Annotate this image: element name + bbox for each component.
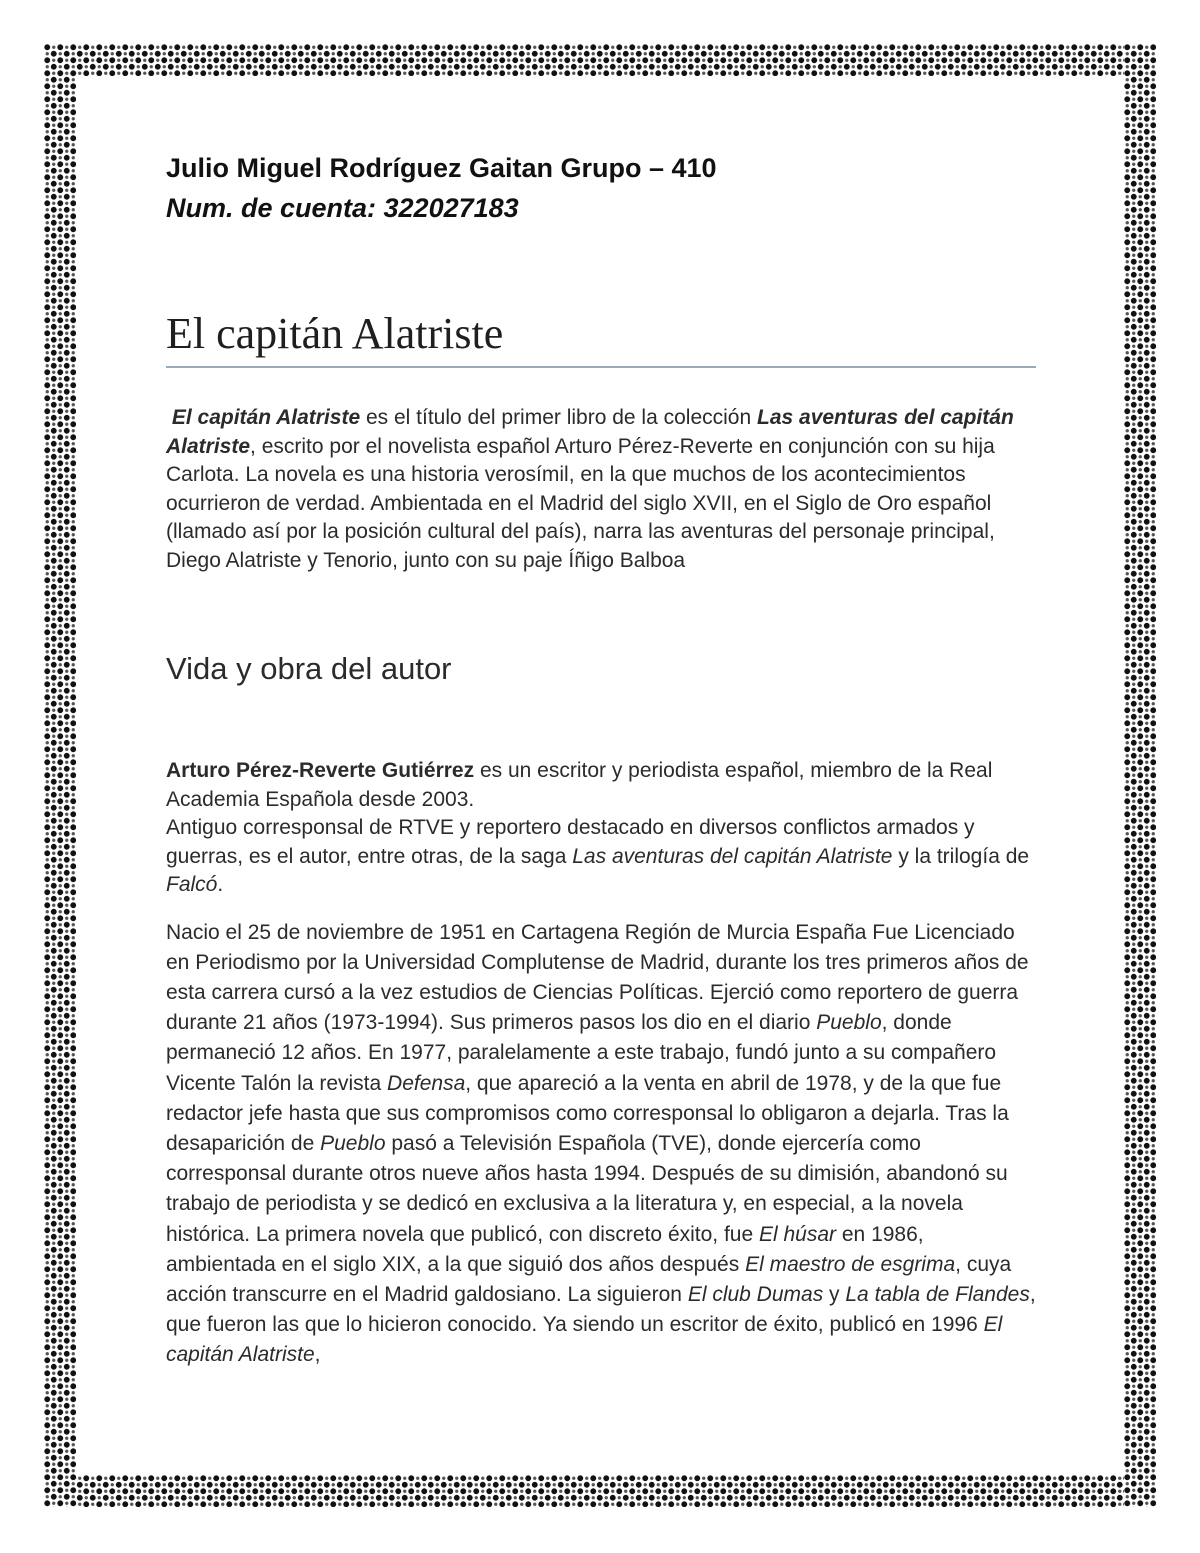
decorative-border-bottom — [44, 1475, 1156, 1507]
account-number-line: Num. de cuenta: 322027183 — [166, 193, 519, 223]
bio-text: pasó a Televisión Española (TVE), donde ejercería como corresponsal durante otros nueve años hasta 1994. Después de su dimisión, abandonó su trabajo de periodista y se dedicó en exclusiva a la literatura y, en especial, a la novela histórica. La primera novela que publicó, con discreto éxito, fue — [166, 1131, 1008, 1246]
decorative-border-left — [44, 44, 76, 1507]
novel-title: El capitán Alatriste — [166, 1313, 1003, 1367]
bio-paragraph-1 — [166, 757, 1036, 814]
bio-text: , — [314, 1343, 321, 1367]
intro-text: es el título del primer libro de la colección — [360, 406, 757, 429]
bio-text: Nacio el 25 de noviembre de 1951 en Cartagena Región de Murcia España Fue Licenciado en Periodismo por la Universidad Complutense de Madrid, durante los tres primeros años de esta carrera cursó a la vez estudios de Ciencias Políticas. Ejerció como reportero de guerra durante 21 años (1973-1994). Sus primeros pasos los dio en el diario — [166, 920, 1029, 1035]
document-body — [166, 150, 1036, 1371]
bio-text: y — [823, 1282, 846, 1306]
bio-text: , donde permaneció 12 años. En 1977, paralelamente a este trabajo, fundó junto a su compañero Vicente Talón la revista — [166, 1011, 997, 1095]
bio-text: . — [217, 873, 224, 896]
bio-text: , que apareció a la venta en abril de 1978, y de la que fue redactor jefe hasta que sus compromisos como corresponsal lo obligaron a dejarla. Tras la desaparición de — [166, 1071, 1009, 1155]
novel-title: El húsar — [759, 1222, 837, 1246]
bio-paragraph-3 — [166, 918, 1036, 1371]
decorative-border-right — [1124, 44, 1156, 1507]
decorative-border-top — [44, 44, 1156, 76]
collection-title-emphasis: Las aventuras del capitán Alatriste — [166, 406, 1014, 458]
author-group-line: Julio Miguel Rodríguez Gaitan Grupo – 410 — [166, 153, 717, 183]
newspaper-title: Pueblo — [320, 1131, 386, 1155]
section-heading: Vida y obra del autor — [166, 651, 452, 686]
document-title: El capitán Alatriste — [166, 310, 1036, 368]
bio-text: es un escritor y periodista español, miembro de la Real Academia Española desde 2003. — [166, 759, 993, 811]
bio-text: y la trilogía de — [892, 844, 1030, 868]
novel-title: El maestro de esgrima — [745, 1252, 956, 1276]
intro-text: , escrito por el novelista español Arturo Pérez-Reverte en conjunción con su hija Carlota. La novela es una historia verosímil, en la que muchos de los acontecimientos ocurrieron de verdad. Ambientada en el Madrid del siglo XVII, en el Siglo de Oro español (llamado así por la posición cultural del país), narra las aventuras del personaje principal, Diego Alatriste y Tenorio, junto con su paje Íñigo Balboa — [166, 434, 995, 572]
newspaper-title: Pueblo — [816, 1011, 882, 1035]
novel-title: El club Dumas — [687, 1282, 824, 1306]
novel-title: La tabla de Flandes — [845, 1282, 1030, 1306]
bio-text: Antiguo corresponsal de RTVE y reportero destacado en diversos conflictos armados y guerras, es el autor, entre otras, de la saga — [166, 816, 975, 868]
bio-text: en 1986, ambientada en el siglo XIX, a la que siguió dos años después — [166, 1222, 924, 1276]
bio-paragraph-2 — [166, 814, 1036, 900]
bio-text: , que fueron las que lo hicieron conocido. Ya siendo un escritor de éxito, publicó en 1996 — [166, 1282, 1036, 1337]
intro-paragraph — [166, 404, 1036, 575]
trilogy-title: Falcó — [166, 873, 218, 896]
bio-text: , cuya acción transcurre en el Madrid galdosiano. La siguieron — [166, 1252, 1012, 1306]
magazine-title: Defensa — [387, 1071, 466, 1095]
book-title-emphasis: El capitán Alatriste — [171, 406, 361, 429]
saga-title: Las aventuras del capitán Alatriste — [572, 844, 893, 868]
author-name: Arturo Pérez-Reverte Gutiérrez — [166, 759, 475, 782]
